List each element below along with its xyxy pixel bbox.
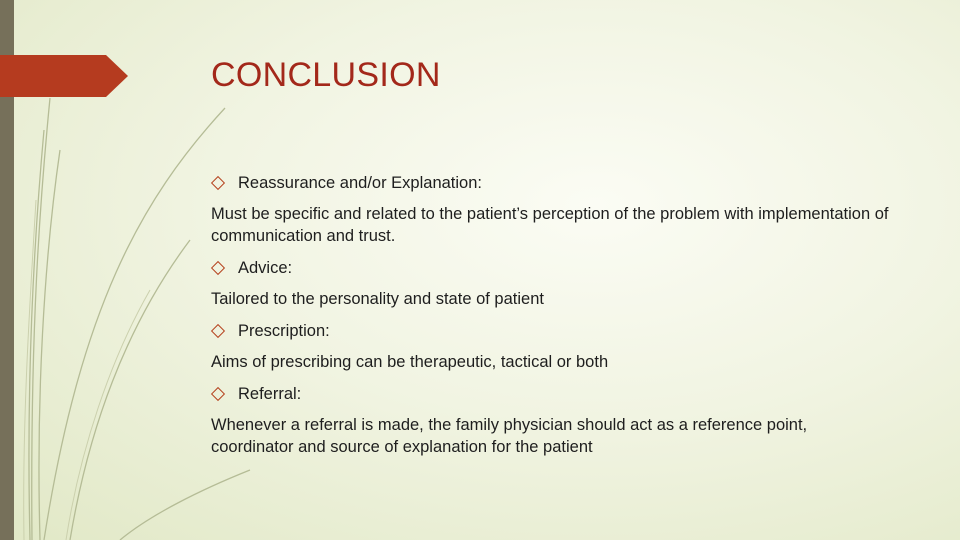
diamond-outline-icon — [211, 176, 225, 190]
bullet-heading: Reassurance and/or Explanation: — [238, 173, 482, 192]
bullet-heading: Prescription: — [238, 321, 330, 340]
bullet-body: Whenever a referral is made, the family physician should act as a reference point, coordinator and source of explanation for the patient — [211, 416, 808, 456]
bullet-body: Tailored to the personality and state of patient — [211, 290, 544, 308]
bullet-heading: Referral: — [238, 384, 302, 403]
bullet-prescription — [211, 319, 891, 343]
bullet-body: Must be specific and related to the patient’s perception of the problem with implementation of communication and trust. — [211, 205, 889, 245]
bullet-body: Aims of prescribing can be therapeutic, tactical or both — [211, 353, 609, 371]
slide-title: CONCLUSION — [211, 56, 441, 94]
slide-content — [211, 171, 891, 467]
diamond-outline-icon — [211, 387, 225, 401]
bullet-reassurance — [211, 171, 891, 195]
bullet-heading: Advice: — [238, 258, 293, 277]
title-arrow-shape — [0, 55, 128, 97]
bullet-advice — [211, 256, 891, 280]
bullet-referral — [211, 382, 891, 406]
diamond-outline-icon — [211, 261, 225, 275]
diamond-outline-icon — [211, 324, 225, 338]
